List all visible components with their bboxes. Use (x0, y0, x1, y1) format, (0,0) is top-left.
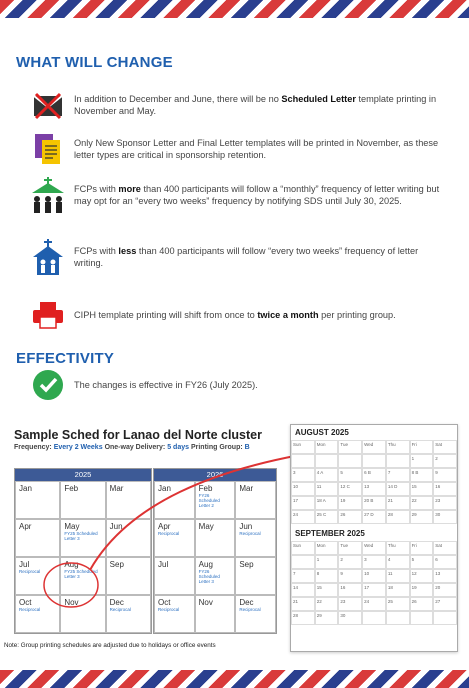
month-cell: Dec Reciprocal (235, 595, 276, 633)
day-cell: 20 (433, 583, 457, 597)
effectivity-text: The changes is effective in FY26 (July 2025). (74, 380, 258, 390)
month-cell: Apr (15, 519, 60, 557)
day-cell: 16 (433, 482, 457, 496)
airmail-border-bottom (0, 670, 469, 688)
day-cell: 9 (433, 468, 457, 482)
weekday-header: Wed (362, 440, 386, 454)
day-cell: 20 B (362, 496, 386, 510)
day-cell: 27 D (362, 510, 386, 524)
day-cell (433, 611, 457, 625)
month-cell: Jan (15, 481, 60, 519)
day-cell: 25 (386, 597, 410, 611)
change-text: FCPs with less than 400 participants will follow “every two weeks” frequency of letter writing. (74, 246, 419, 268)
day-cell: 19 (410, 583, 434, 597)
footnote: Note: Group printing schedules are adjusted due to holidays or office events (4, 642, 216, 649)
day-cell: 1 (315, 555, 339, 569)
month-cell: Jul (154, 557, 195, 595)
weekday-header: Fri (410, 541, 434, 555)
day-cell: 22 (315, 597, 339, 611)
day-cell: 4 (386, 555, 410, 569)
month-cell: Aug FY25 Scheduled Letter 3 (60, 557, 105, 595)
weekday-header: Wed (362, 541, 386, 555)
day-cell: 8 B (410, 468, 434, 482)
day-cell: 5 (410, 555, 434, 569)
section-title-effectivity: EFFECTIVITY (16, 350, 115, 367)
day-cell: 23 (433, 496, 457, 510)
day-cell: 30 (338, 611, 362, 625)
day-cell: 16 (338, 583, 362, 597)
day-cell: 21 (291, 597, 315, 611)
day-cell: 18 A (315, 496, 339, 510)
weekday-header: Sat (433, 440, 457, 454)
day-cell: 7 (386, 468, 410, 482)
august-title: AUGUST 2025 (295, 428, 349, 437)
day-cell (410, 611, 434, 625)
month-cell: Nov (60, 595, 105, 633)
weekday-header: Sun (291, 440, 315, 454)
day-cell: 14 D (386, 482, 410, 496)
day-cell: 30 (433, 510, 457, 524)
day-cell (386, 611, 410, 625)
day-cell: 24 (291, 510, 315, 524)
day-cell: 27 (433, 597, 457, 611)
month-cell: Feb (60, 481, 105, 519)
day-cell: 13 (362, 482, 386, 496)
month-cell: May FY25 Scheduled Letter 3 (60, 519, 105, 557)
year-header: 2025 (15, 469, 151, 481)
day-cell: 29 (315, 611, 339, 625)
change-text: Only New Sponsor Letter and Final Letter templates will be printed in November, as these letter types are critical in sponsorship retention. (74, 138, 439, 160)
day-cell: 7 (291, 569, 315, 583)
day-cell: 12 C (338, 482, 362, 496)
month-cell: Jun (106, 519, 151, 557)
day-cell: 6 (433, 555, 457, 569)
day-cell: 3 (362, 555, 386, 569)
day-cell: 4 A (315, 468, 339, 482)
day-cell: 2 (433, 454, 457, 468)
change-text: FCPs with more than 400 participants will follow a “monthly” frequency of letter writing but may opt for an “every two weeks” frequency by notifying SDS until July 30, 2025. (74, 184, 440, 206)
schedule-title: Sample Sched for Lanao del Norte cluster (14, 428, 262, 442)
month-cell: Jan (154, 481, 195, 519)
day-cell: 5 (338, 468, 362, 482)
day-cell: 28 (386, 510, 410, 524)
schedule-subtitle: Frequency: Every 2 Weeks One-way Delivery: 5 days Printing Group: B (14, 444, 250, 451)
month-cell: Oct Reciprocal (15, 595, 60, 633)
day-cell: 8 (315, 569, 339, 583)
year-header: 2026 (154, 469, 276, 481)
day-cell: 25 C (315, 510, 339, 524)
day-cell: 2 (338, 555, 362, 569)
day-cell: 15 (315, 583, 339, 597)
month-cell: May (195, 519, 236, 557)
day-cell: 3 (291, 468, 315, 482)
day-cell: 28 (291, 611, 315, 625)
month-cell: Sep (235, 557, 276, 595)
day-cell: 29 (410, 510, 434, 524)
day-cell (291, 454, 315, 468)
weekday-header: Tue (338, 440, 362, 454)
month-cell: Mar (235, 481, 276, 519)
day-cell: 22 (410, 496, 434, 510)
day-cell (362, 611, 386, 625)
month-cell: Aug FY26 Scheduled Letter 3 (195, 557, 236, 595)
day-cell: 10 (291, 482, 315, 496)
day-cell: 13 (433, 569, 457, 583)
change-text: In addition to December and June, there will be no Scheduled Letter template printing in November and May. (74, 94, 437, 116)
day-cell: 15 (410, 482, 434, 496)
weekday-header: Fri (410, 440, 434, 454)
month-cell: Sep (106, 557, 151, 595)
month-cell: Feb FY26 Scheduled Letter 2 (195, 481, 236, 519)
month-cell: Nov (195, 595, 236, 633)
day-cell: 11 (315, 482, 339, 496)
day-cell: 1 (410, 454, 434, 468)
day-cell (362, 454, 386, 468)
month-cell: Jun Reciprocal (235, 519, 276, 557)
day-cell: 21 (386, 496, 410, 510)
day-cell (338, 454, 362, 468)
weekday-header: Sun (291, 541, 315, 555)
day-cell: 6 B (362, 468, 386, 482)
day-cell: 12 (410, 569, 434, 583)
weekday-header: Thu (386, 440, 410, 454)
day-cell: 14 (291, 583, 315, 597)
month-cell: Dec Reciprocal (106, 595, 151, 633)
weekday-header: Thu (386, 541, 410, 555)
day-cell: 17 (362, 583, 386, 597)
day-cell: 26 (338, 510, 362, 524)
section-title-change: WHAT WILL CHANGE (16, 54, 173, 71)
day-cell: 19 (338, 496, 362, 510)
weekday-header: Mon (315, 440, 339, 454)
month-cell: Oct Reciprocal (154, 595, 195, 633)
month-calendar (290, 424, 458, 652)
day-cell: 26 (410, 597, 434, 611)
change-text: CIPH template printing will shift from once to twice a month per printing group. (74, 310, 396, 320)
weekday-header: Sat (433, 541, 457, 555)
day-cell: 23 (338, 597, 362, 611)
weekday-header: Mon (315, 541, 339, 555)
day-cell (386, 454, 410, 468)
day-cell: 18 (386, 583, 410, 597)
day-cell (291, 555, 315, 569)
day-cell: 10 (362, 569, 386, 583)
weekday-header: Tue (338, 541, 362, 555)
day-cell: 11 (386, 569, 410, 583)
day-cell: 24 (362, 597, 386, 611)
month-cell: Apr Reciprocal (154, 519, 195, 557)
day-cell (315, 454, 339, 468)
month-cell: Jul Reciprocal (15, 557, 60, 595)
day-cell: 17 (291, 496, 315, 510)
september-title: SEPTEMBER 2025 (295, 529, 365, 538)
month-cell: Mar (106, 481, 151, 519)
day-cell: 9 (338, 569, 362, 583)
